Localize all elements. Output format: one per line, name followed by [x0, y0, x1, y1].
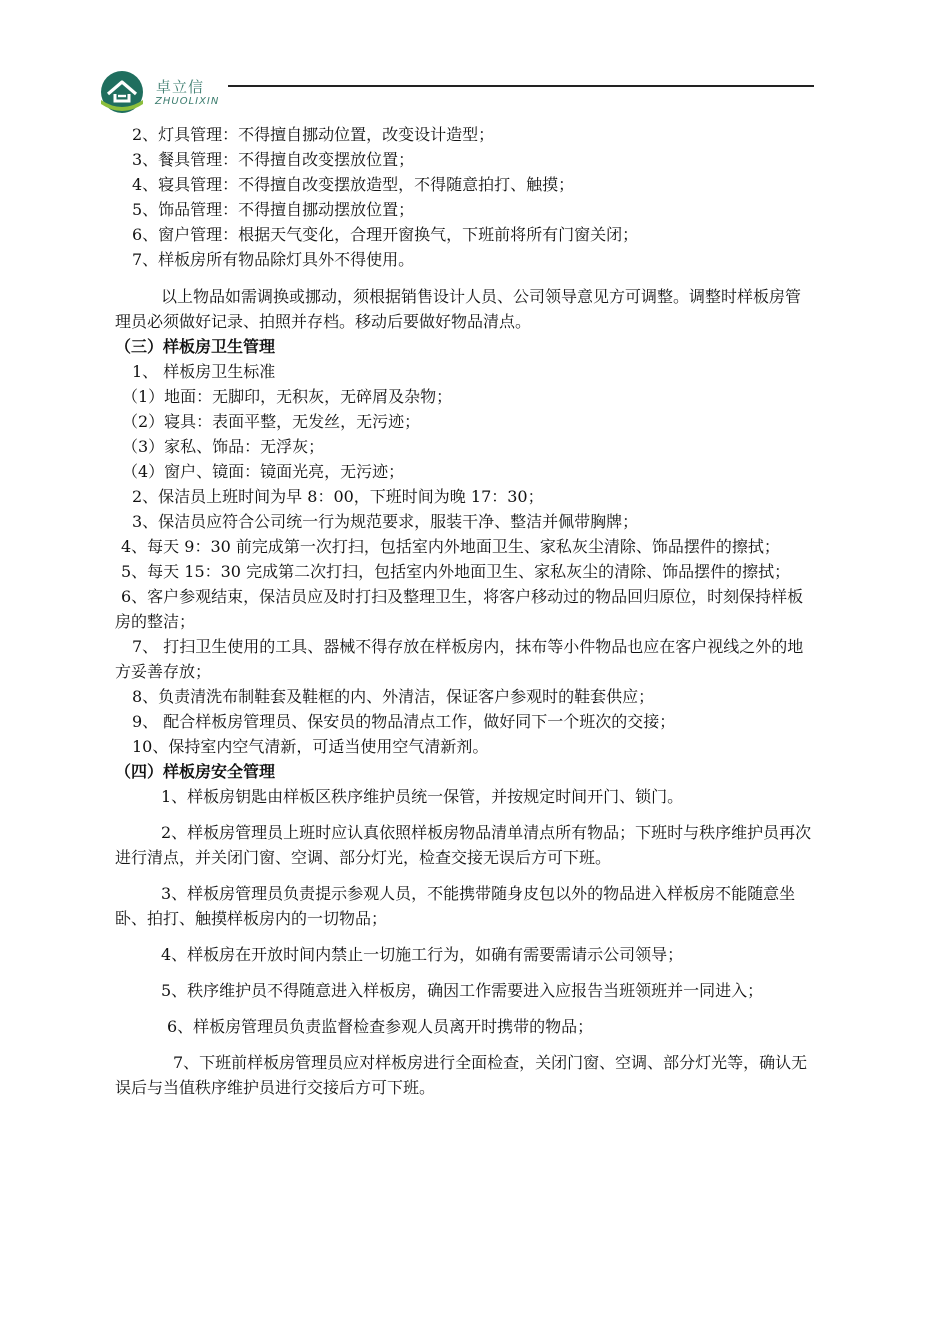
list-item: 2、保洁员上班时间为早 8：00，下班时间为晚 17：30； — [132, 487, 544, 506]
paragraph: 7、下班前样板房管理员应对样板房进行全面检查，关闭门窗、空调、部分灯光等，确认无误后与当值秩序维护员进行交接后方可下班。 — [115, 1053, 808, 1097]
list-item: （3）家私、饰品：无浮灰； — [122, 437, 325, 456]
list-item: （2）寝具：表面平整，无发丝，无污迹； — [122, 412, 421, 431]
list-item: 5、每天 15：30 完成第二次打扫，包括室内外地面卫生、家私灰尘的清除、饰品摆件的擦拭； — [121, 562, 791, 581]
document-body — [115, 122, 815, 1100]
list-item: （1）地面：无脚印，无积灰，无碎屑及杂物； — [122, 387, 453, 406]
paragraph: 1、样板房钥匙由样板区秩序维护员统一保管，并按规定时间开门、锁门。 — [161, 787, 684, 806]
list-item: 6、客户参观结束，保洁员应及时打扫及整理卫生，将客户移动过的物品回归原位，时刻保持样板房的整洁； — [115, 587, 804, 631]
list-item: 2、灯具管理：不得擅自挪动位置，改变设计造型； — [132, 125, 495, 144]
list-item: 7、 打扫卫生使用的工具、器械不得存放在样板房内，抹布等小件物品也应在客户视线之外的地方妥善存放； — [115, 637, 804, 681]
house-logo-icon — [94, 70, 150, 114]
list-item: 9、 配合样板房管理员、保安员的物品清点工作，做好同下一个班次的交接； — [132, 712, 676, 731]
logo-english-text: ZHUOLIXIN — [155, 96, 220, 107]
list-item: 3、餐具管理：不得擅自改变摆放位置； — [132, 150, 415, 169]
paragraph: 以上物品如需调换或挪动，须根据销售设计人员、公司领导意见方可调整。调整时样板房管理员必须做好记录、拍照并存档。移动后要做好物品清点。 — [115, 287, 802, 331]
list-item: 7、样板房所有物品除灯具外不得使用。 — [132, 250, 415, 269]
logo-chinese-text: 卓立信 — [156, 78, 205, 96]
sub-heading: 1、 样板房卫生标准 — [132, 362, 276, 381]
section-heading: （四）样板房安全管理 — [115, 762, 276, 781]
list-item: 8、负责清洗布制鞋套及鞋框的内、外清洁，保证客户参观时的鞋套供应； — [132, 687, 655, 706]
paragraph: 3、样板房管理员负责提示参观人员，不能携带随身皮包以外的物品进入样板房不能随意坐卧、拍打、触摸样板房内的一切物品； — [115, 884, 796, 928]
section-heading: （三）样板房卫生管理 — [115, 337, 276, 356]
paragraph: 5、秩序维护员不得随意进入样板房，确因工作需要进入应报告当班领班并一同进入； — [161, 981, 764, 1000]
header-divider — [228, 85, 814, 87]
list-item: 4、每天 9：30 前完成第一次打扫，包括室内外地面卫生、家私灰尘清除、饰品摆件的擦拭； — [121, 537, 780, 556]
paragraph: 4、样板房在开放时间内禁止一切施工行为，如确有需要需请示公司领导； — [161, 945, 684, 964]
page-header — [0, 0, 950, 120]
list-item: 5、饰品管理：不得擅自挪动摆放位置； — [132, 200, 415, 219]
list-item: （4）窗户、镜面：镜面光亮，无污迹； — [122, 462, 405, 481]
paragraph: 2、样板房管理员上班时应认真依照样板房物品清单清点所有物品；下班时与秩序维护员再次进行清点，并关闭门窗、空调、部分灯光，检查交接无误后方可下班。 — [115, 823, 812, 867]
list-item: 6、窗户管理：根据天气变化，合理开窗换气，下班前将所有门窗关闭； — [132, 225, 639, 244]
list-item: 10、保持室内空气清新，可适当使用空气清新剂。 — [132, 737, 489, 756]
paragraph: 6、样板房管理员负责监督检查参观人员离开时携带的物品； — [167, 1017, 594, 1036]
list-item: 3、保洁员应符合公司统一行为规范要求，服装干净、整洁并佩带胸牌； — [132, 512, 639, 531]
list-item: 4、寝具管理：不得擅自改变摆放造型，不得随意拍打、触摸； — [132, 175, 575, 194]
